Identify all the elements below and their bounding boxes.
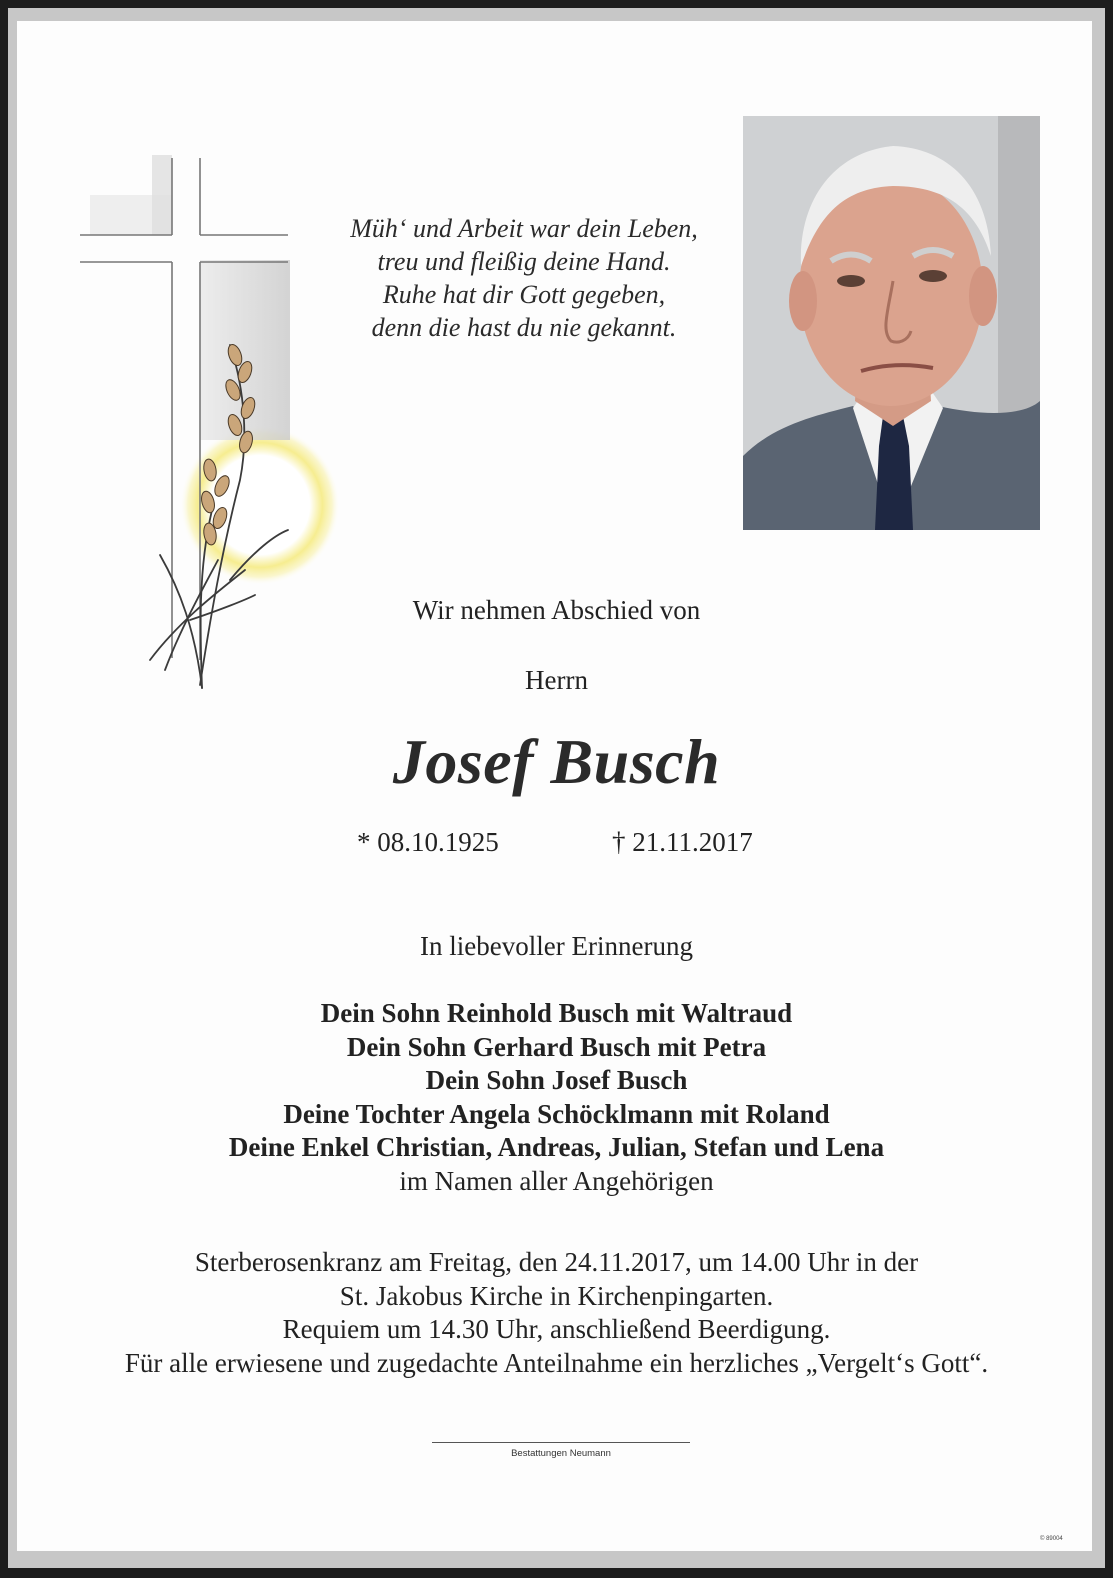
birth-date: * 08.10.1925 bbox=[357, 827, 499, 857]
death-date: † 21.11.2017 bbox=[612, 827, 753, 857]
undertaker-name: Bestattungen Neumann bbox=[511, 1448, 611, 1459]
poem bbox=[300, 212, 748, 344]
poem-line: denn die hast du nie gekannt. bbox=[371, 313, 677, 342]
salutation: Herrn bbox=[525, 665, 588, 695]
family-member: Deine Tochter Angela Schöcklmann mit Roland bbox=[283, 1098, 830, 1129]
poem-line: Müh‘ und Arbeit war dein Leben, bbox=[350, 214, 698, 243]
family-member: Deine Enkel Christian, Andreas, Julian, Stefan und Lena bbox=[228, 1132, 885, 1162]
copyright-mark: © 89004 bbox=[1040, 1536, 1063, 1542]
deceased-name: Josef Busch bbox=[392, 726, 721, 797]
family-closing: im Namen aller Angehörigen bbox=[399, 1165, 714, 1196]
poem-line: treu und fleißig deine Hand. bbox=[377, 247, 671, 276]
service-line: St. Jakobus Kirche in Kirchenpingarten. bbox=[339, 1280, 774, 1311]
signature-line bbox=[432, 1442, 690, 1443]
service-info bbox=[0, 1246, 1113, 1380]
portrait-image bbox=[743, 116, 1040, 530]
service-line: Für alle erwiesene und zugedachte Anteilnahme ein herzliches „Vergelt‘s Gott“. bbox=[124, 1347, 989, 1378]
service-line: Requiem um 14.30 Uhr, anschließend Beerdigung. bbox=[282, 1314, 831, 1344]
memory-line: In liebevoller Erinnerung bbox=[420, 931, 693, 961]
family-list bbox=[0, 997, 1113, 1198]
portrait-photo bbox=[743, 116, 1040, 530]
farewell-lead: Wir nehmen Abschied von bbox=[412, 595, 701, 625]
service-line: Sterberosenkranz am Freitag, den 24.11.2017, um 14.00 Uhr in der bbox=[194, 1247, 919, 1277]
family-member: Dein Sohn Josef Busch bbox=[425, 1065, 688, 1095]
family-member: Dein Sohn Gerhard Busch mit Petra bbox=[346, 1031, 767, 1062]
poem-line: Ruhe hat dir Gott gegeben, bbox=[382, 280, 666, 309]
family-member: Dein Sohn Reinhold Busch mit Waltraud bbox=[320, 998, 793, 1028]
